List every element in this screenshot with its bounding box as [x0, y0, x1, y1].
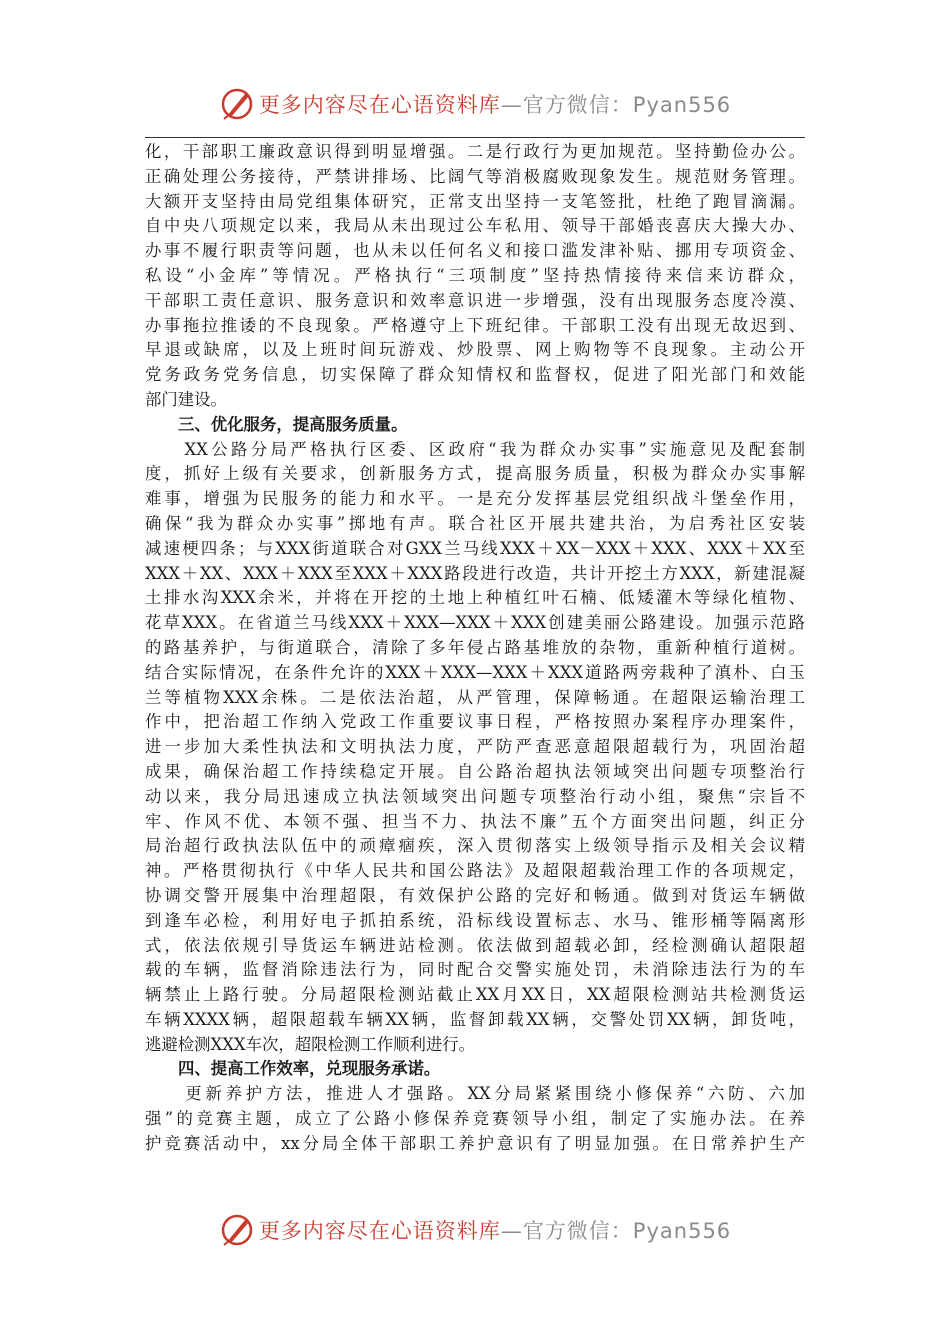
- text-line: 难事，增强为民服务的能力和水平。一是充分发挥基层党组织战斗堡垒作用，: [145, 489, 805, 509]
- text-line: 动以来，我分局迅速成立执法领域突出问题专项整治行动小组，聚焦“宗旨不: [145, 786, 805, 806]
- text-line: 作中，把治超工作纳入党政工作重要议事日程，严格按照办案程序办理案件，: [145, 712, 805, 732]
- watermark-brand: 更多内容尽在心语资料库: [258, 1219, 501, 1243]
- watermark-brand: 更多内容尽在心语资料库: [258, 93, 501, 117]
- text-line: 确保“我为群众办实事”掷地有声。联合社区开展共建共治，为启秀社区安装: [145, 513, 805, 533]
- footer-watermark-banner: [0, 1210, 950, 1250]
- watermark-text: [259, 1215, 731, 1245]
- watermark-text: [259, 89, 731, 119]
- text-line: 部门建设。: [145, 389, 227, 409]
- text-line: 进一步加大柔性执法和文明执法力度，严防严查恶意超限超载行为，巩固治超: [145, 737, 805, 757]
- text-line: 干部职工责任意识、服务意识和效率意识进一步增强，没有出现服务态度冷漠、: [145, 290, 805, 310]
- text-line: 度，抓好上级有关要求，创新服务方式，提高服务质量，积极为群众办实事解: [145, 464, 805, 484]
- watermark-wechat: —官方微信：Pyan556: [500, 1219, 732, 1243]
- text-line: 私设“小金库”等情况。严格执行“三项制度”坚持热情接待来信来访群众，: [145, 265, 805, 285]
- text-line: 载的车辆，监督消除违法行为，同时配合交警实施处罚，未消除违法行为的车: [145, 960, 805, 980]
- text-line: 大额开支坚持由局党组集体研究，正常支出坚持一支笔签批，杜绝了跑冒滴漏。: [145, 191, 805, 211]
- text-line: 牢、作风不优、本领不强、担当不力、执法不廉”五个方面突出问题，纠正分: [145, 811, 805, 831]
- header-rule: [145, 137, 805, 138]
- text-line: 逃避检测XXX车次，超限检测工作顺利进行。: [145, 1034, 476, 1054]
- text-line: 办事不履行职责等问题，也从未以任何名义和接口滥发津补贴、挪用专项资金、: [145, 241, 805, 261]
- text-line: 成果，确保治超工作持续稳定开展。自公路治超执法领域突出问题专项整治行: [145, 761, 805, 781]
- text-line: 护竞赛活动中，xx分局全体干部职工养护意识有了明显加强。在日常养护生产: [145, 1133, 805, 1153]
- watermark-wechat: —官方微信：Pyan556: [500, 93, 732, 117]
- section-heading: 四、提高工作效率，兑现服务承诺。: [178, 1059, 441, 1079]
- text-line: 车辆XXXX辆，超限超载车辆XX辆，监督卸载XX辆，交警处罚XX辆，卸货吨，: [145, 1009, 805, 1029]
- text-line: 党务政务党务信息，切实保障了群众知情权和监督权，促进了阳光部门和效能: [145, 365, 805, 385]
- text-line: 协调交警开展集中治理超限，有效保护公路的完好和畅通。做到对货运车辆做: [145, 885, 805, 905]
- text-line: 强”的竞赛主题，成立了公路小修保养竞赛领导小组，制定了实施办法。在养: [145, 1109, 805, 1129]
- text-line: 土排水沟XXX余米，并将在开挖的土地上种植红叶石楠、低矮灌木等绿化植物、: [145, 588, 805, 608]
- header-watermark-banner: [0, 84, 950, 124]
- text-line: 神。严格贯彻执行《中华人民共和国公路法》及超限超载治理工作的各项规定，: [145, 861, 805, 881]
- text-line: XX公路分局严格执行区委、区政府“我为群众办实事”实施意见及配套制: [145, 439, 805, 459]
- text-line: 局治超行政执法队伍中的顽瘴痼疾，深入贯彻落实上级领导指示及相关会议精: [145, 836, 805, 856]
- text-line: 减速梗四条；与XXX街道联合对GXX兰马线XXX＋XX－XXX＋XXX、XXX＋XX至: [145, 538, 805, 558]
- quill-logo-icon: [219, 86, 255, 122]
- text-line: 辆禁止上路行驶。分局超限检测站截止XX月XX日，XX超限检测站共检测货运: [145, 985, 805, 1005]
- text-line: XXX＋XX、XXX＋XXX至XXX＋XXX路段进行改造，共计开挖土方XXX，新建混凝: [145, 563, 805, 583]
- text-line: 花草XXX。在省道兰马线XXX＋XXX—XXX＋XXX创建美丽公路建设。加强示范路: [145, 613, 805, 633]
- section-heading: 三、优化服务，提高服务质量。: [178, 414, 408, 434]
- quill-logo-icon: [219, 1212, 255, 1248]
- text-line: 早退或缺席，以及上班时间玩游戏、炒股票、网上购物等不良现象。主动公开: [145, 340, 805, 360]
- text-line: 正确处理公务接待，严禁讲排场、比阔气等消极腐败现象发生。规范财务管理。: [145, 166, 805, 186]
- text-line: 式，依法依规引导货运车辆进站检测。依法做到超载必卸，经检测确认超限超: [145, 935, 805, 955]
- text-line: 办事拖拉推诿的不良现象。严格遵守上下班纪律。干部职工没有出现无故迟到、: [145, 315, 805, 335]
- text-line: 自中央八项规定以来，我局从未出现过公车私用、领导干部婚丧喜庆大操大办、: [145, 216, 805, 236]
- text-line: 更新养护方法，推进人才强路。XX分局紧紧围绕小修保养“六防、六加: [145, 1084, 805, 1104]
- text-line: 结合实际情况，在条件允许的XXX＋XXX—XXX＋XXX道路两旁栽种了滇朴、白玉: [145, 662, 805, 682]
- text-line: 化，干部职工廉政意识得到明显增强。二是行政行为更加规范。坚持勤俭办公。: [145, 142, 805, 161]
- text-line: 到逢车必检，利用好电子抓拍系统，沿标线设置标志、水马、锥形桶等隔离形: [145, 910, 805, 930]
- text-line: 的路基养护，与街道联合，清除了多年侵占路基堆放的杂物，重新种植行道树。: [145, 637, 805, 657]
- document-body: [145, 140, 805, 1157]
- text-line: 兰等植物XXX余株。二是依法治超，从严管理，保障畅通。在超限运输治理工: [145, 687, 805, 707]
